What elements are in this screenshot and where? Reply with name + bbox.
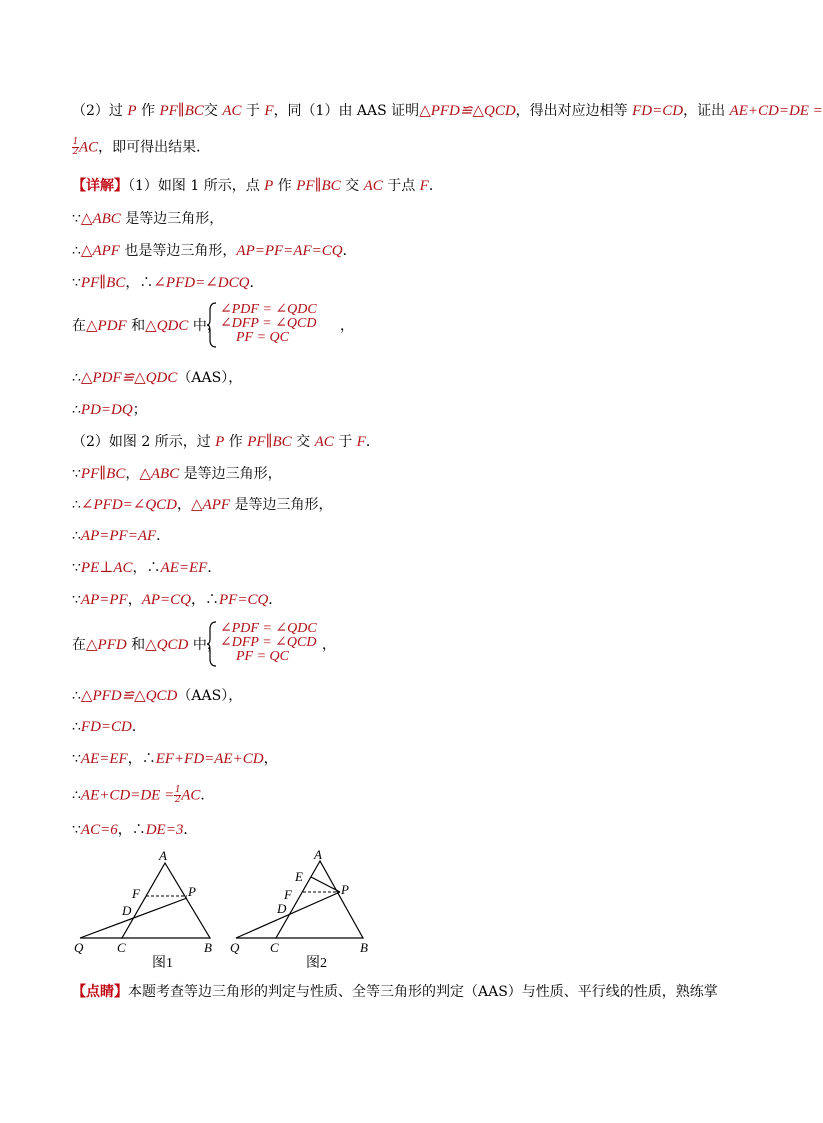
text: ． [249,275,264,291]
math: △PDF≌△QDC [80,370,178,386]
label-c: C [270,940,279,955]
text: ． [342,243,357,259]
system-2-intro [72,636,221,654]
math: PF∥BC [80,275,126,291]
text: 中， [188,637,221,653]
math: P [264,178,274,194]
proof-line [72,242,357,260]
label-b: B [204,940,212,955]
text: ． [365,434,380,450]
detail-tag: 【详解】 [72,178,128,194]
label-p: P [341,882,349,897]
proof-line [72,274,263,292]
math: ∠PFD=∠QCD [80,497,178,513]
proof-line [72,559,221,577]
proof-line [72,718,146,736]
label-c: C [117,940,126,955]
text: 中， [188,318,221,334]
text: ∵ [72,751,81,767]
system-1-row: ∠PDF = ∠QDC [220,302,317,317]
label-q: Q [230,940,240,955]
proof-line [72,687,242,705]
proof-line [72,591,282,609]
label-p: P [188,884,196,899]
math: AP=PF [80,592,128,608]
math: AP=CQ [141,592,191,608]
text: ∴ [72,719,81,735]
text: （AAS）， [177,370,243,386]
text: ， [177,497,192,513]
system-1-comma: ， [340,318,354,334]
frac-num: 1 [72,137,79,147]
text: 交 [291,434,315,450]
label-e: E [295,869,303,884]
proof-line [72,527,170,545]
part2-line [72,433,380,451]
text: 于点 [382,178,420,194]
comment-tag: 【点睛】 [72,984,128,1000]
text: ∴ [72,528,81,544]
text: ； [132,402,147,418]
text: ∴ [72,497,81,513]
text: 和 [126,637,146,653]
math: AC [79,139,99,156]
system-2-row: ∠PDF = ∠QDC [220,621,317,636]
math: ∠PFD=∠DCQ [153,275,250,291]
label-a: A [314,847,322,862]
math: AC [222,103,242,119]
detail-line [72,177,443,195]
label-d: D [277,901,287,916]
intro-line-1 [72,102,823,120]
text: 作 [273,178,297,194]
text: ，得出对应边相等 [515,103,633,119]
system-2-row: ∠DFP = ∠QCD [220,635,317,650]
text: ． [183,822,198,838]
label-b: B [360,940,368,955]
text: ∵ [72,822,81,838]
brace-1 [206,302,218,348]
label-q: Q [74,940,84,955]
proof-line [72,496,333,514]
text: 在 [72,637,86,653]
text: ． [131,719,146,735]
text: 在 [72,318,86,334]
text: ∵ [72,211,81,227]
math: PF∥BC [80,466,126,482]
text: ，∴ [127,751,156,767]
figure-2 [230,847,368,971]
math: PF∥BC [247,434,292,450]
segment-pe [311,877,340,892]
text: ∴ [72,787,81,804]
proof-line [72,465,282,483]
text: （2）过 [72,103,128,119]
text: ， [125,466,140,482]
text: ，∴ [125,275,154,291]
text: ． [428,178,443,194]
math: EF+FD=AE+CD [155,751,264,767]
text: ． [200,787,215,804]
math: △ABC [139,466,180,482]
text: ，∴ [117,822,146,838]
math: △PFD [86,637,127,653]
math: △APF [80,243,120,259]
proof-line [72,750,278,768]
text: （1）如图 1 所示，点 [128,178,265,194]
frac-num: 1 [174,785,181,795]
system-1-row: PF = QC [236,330,289,345]
intro-line-2 [72,138,210,157]
math: AP=PF=AF=CQ [236,243,343,259]
frac-den: 2 [72,147,79,157]
math: △ABC [80,211,121,227]
text: ，∴ [191,592,219,608]
text: 作 [136,103,160,119]
text: 和 [126,318,146,334]
text: ∵ [72,275,81,291]
math: PE⊥AC [80,560,133,576]
math: PD=DQ [80,402,133,418]
math: △APF [191,497,231,513]
math: PF∥BC [159,103,204,119]
figures [70,845,390,975]
final-line [72,821,197,839]
math: AE+CD=DE = [729,103,823,119]
math: △PFD≌△QCD [80,688,178,704]
frac-den: 2 [174,795,181,805]
math: F [264,103,274,119]
math: P [215,434,225,450]
math: PF=CQ [219,592,269,608]
text: ∴ [72,688,81,704]
figure-1-caption: 图1 [152,956,173,971]
text: （AAS）， [177,688,243,704]
comment-text: 本题考查等边三角形的判定与性质、全等三角形的判定（AAS）与性质、平行线的性质，熟练掌 [128,984,718,1000]
math: AC [363,178,383,194]
math: AE+CD=DE = [80,787,175,804]
label-a: A [159,848,167,863]
text: 是等边三角形， [179,466,282,482]
comment-line [72,983,718,1001]
math: PF∥BC [296,178,341,194]
math: P [127,103,137,119]
text: ∵ [72,592,81,608]
math: AP=PF=AF [80,528,157,544]
proof-line [72,210,223,228]
brace-2 [206,621,218,667]
math: AC=6 [80,822,118,838]
text: 于 [333,434,357,450]
text: （2）如图 2 所示，过 [72,434,216,450]
math: DE=3 [145,822,184,838]
text: ∵ [72,466,81,482]
system-2-row: PF = QC [236,649,289,664]
text: ． [207,560,222,576]
text: 于 [241,103,265,119]
text: ∴ [72,370,81,386]
math: AE=EF [80,751,128,767]
fraction-half [72,138,79,157]
figure-2-caption: 图2 [306,956,327,971]
text: ，证出 [683,103,730,119]
text: 也是等边三角形， [119,243,237,259]
system-1-row: ∠DFP = ∠QCD [220,316,317,331]
result-line [72,786,214,805]
math: △QDC [145,318,189,334]
math: F [419,178,429,194]
text: ，∴ [132,560,161,576]
text: ∴ [72,402,81,418]
system-1-intro [72,317,221,335]
system-2-comma: ， [322,637,336,653]
label-f: F [284,887,292,902]
math: AC [181,787,201,804]
text: 交 [340,178,364,194]
text: 是等边三角形， [230,497,333,513]
text: 是等边三角形， [120,211,224,227]
math: FD=CD [632,103,684,119]
text: ，即可得出结果． [98,139,211,156]
text: ， [127,592,142,608]
text: ∴ [72,243,81,259]
text: ∵ [72,560,81,576]
text: ， [263,751,278,767]
label-d: D [122,903,132,918]
text: 交 [203,103,223,119]
math: F [356,434,366,450]
text: 作 [224,434,248,450]
math: △PFD≌△QCD [419,103,516,119]
label-f: F [132,886,140,901]
segment-qp [80,898,187,938]
math: △QCD [145,637,189,653]
text: ． [268,592,283,608]
figure-1 [74,848,212,971]
math: AE=EF [160,560,208,576]
text: ． [156,528,171,544]
math: AC [314,434,334,450]
text: ，同（1）由 AAS 证明 [273,103,420,119]
math: FD=CD [80,719,132,735]
proof-line [72,369,242,387]
math: △PDF [86,318,127,334]
proof-line [72,401,147,419]
